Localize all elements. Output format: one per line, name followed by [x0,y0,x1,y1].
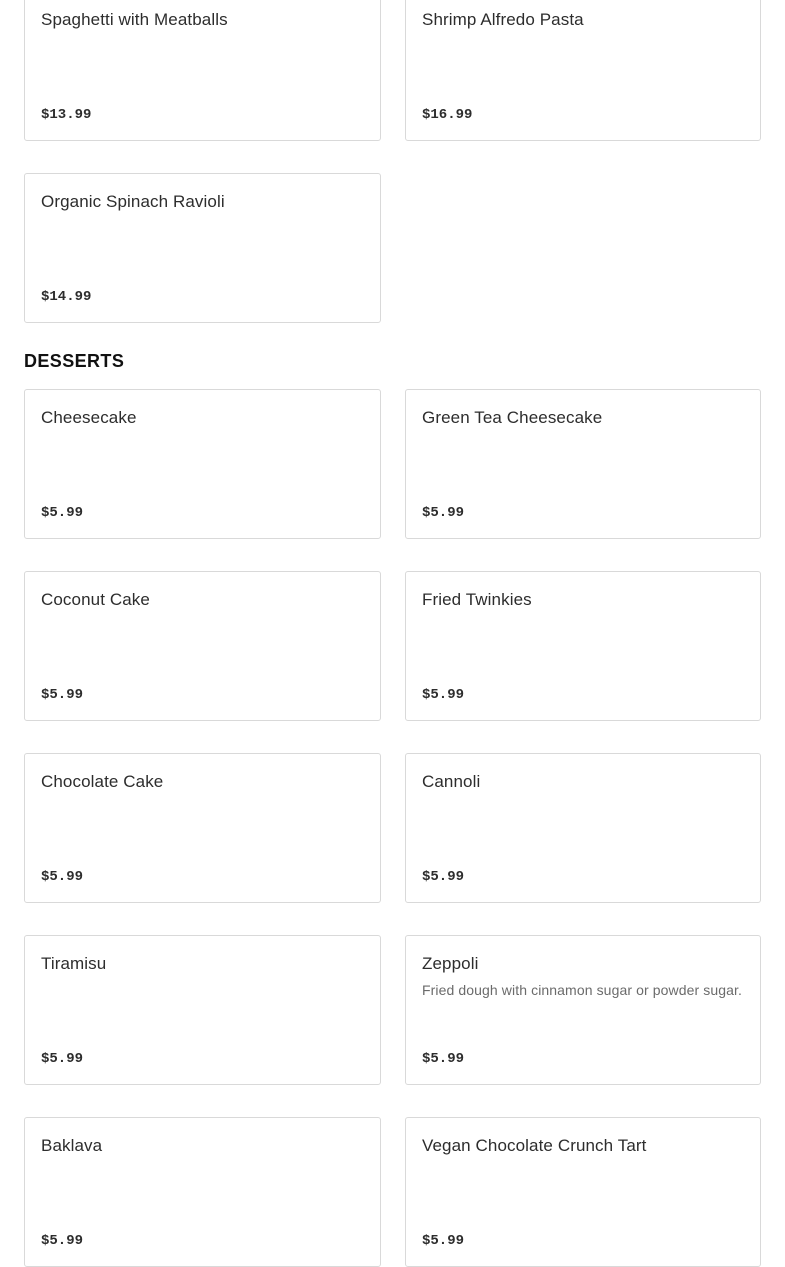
item-price: $16.99 [422,107,473,123]
menu-item-card[interactable] [405,935,761,1085]
menu-item-card[interactable] [405,753,761,903]
menu-item-card[interactable] [24,753,381,903]
item-name: Zeppoli [422,954,479,973]
section-title-desserts: DESSERTS [24,351,125,371]
item-price: $5.99 [41,505,84,521]
menu-item-card[interactable] [405,571,761,721]
item-name: Shrimp Alfredo Pasta [422,10,584,29]
item-name: Organic Spinach Ravioli [41,192,225,211]
item-name: Cheesecake [41,408,137,427]
desserts-items-grid [24,389,785,1267]
item-name: Coconut Cake [41,590,150,609]
item-name: Spaghetti with Meatballs [41,10,228,29]
item-name: Green Tea Cheesecake [422,408,603,427]
menu-item-card[interactable] [24,571,381,721]
menu-item-card[interactable] [24,0,381,141]
item-name: Tiramisu [41,954,107,973]
item-price: $5.99 [422,1233,465,1249]
menu-item-card[interactable] [24,1117,381,1267]
menu-item-card[interactable] [405,0,761,141]
item-name: Cannoli [422,772,481,791]
item-price: $5.99 [41,1051,84,1067]
menu-item-card[interactable] [405,389,761,539]
item-price: $5.99 [41,869,84,885]
item-price: $5.99 [422,869,465,885]
item-price: $14.99 [41,289,92,305]
item-price: $5.99 [422,687,465,703]
menu-item-card[interactable] [24,389,381,539]
item-description: Fried dough with cinnamon sugar or powder sugar. [422,982,742,998]
item-price: $13.99 [41,107,92,123]
item-price: $5.99 [41,1233,84,1249]
menu-item-card[interactable] [24,935,381,1085]
item-name: Baklava [41,1136,103,1155]
item-price: $5.99 [422,1051,465,1067]
pasta-items-grid [24,0,785,323]
item-price: $5.99 [422,505,465,521]
item-price: $5.99 [41,687,84,703]
item-name: Vegan Chocolate Crunch Tart [422,1136,647,1155]
item-name: Fried Twinkies [422,590,532,609]
menu-item-card[interactable] [405,1117,761,1267]
item-name: Chocolate Cake [41,772,164,791]
menu-item-card[interactable] [24,173,381,323]
